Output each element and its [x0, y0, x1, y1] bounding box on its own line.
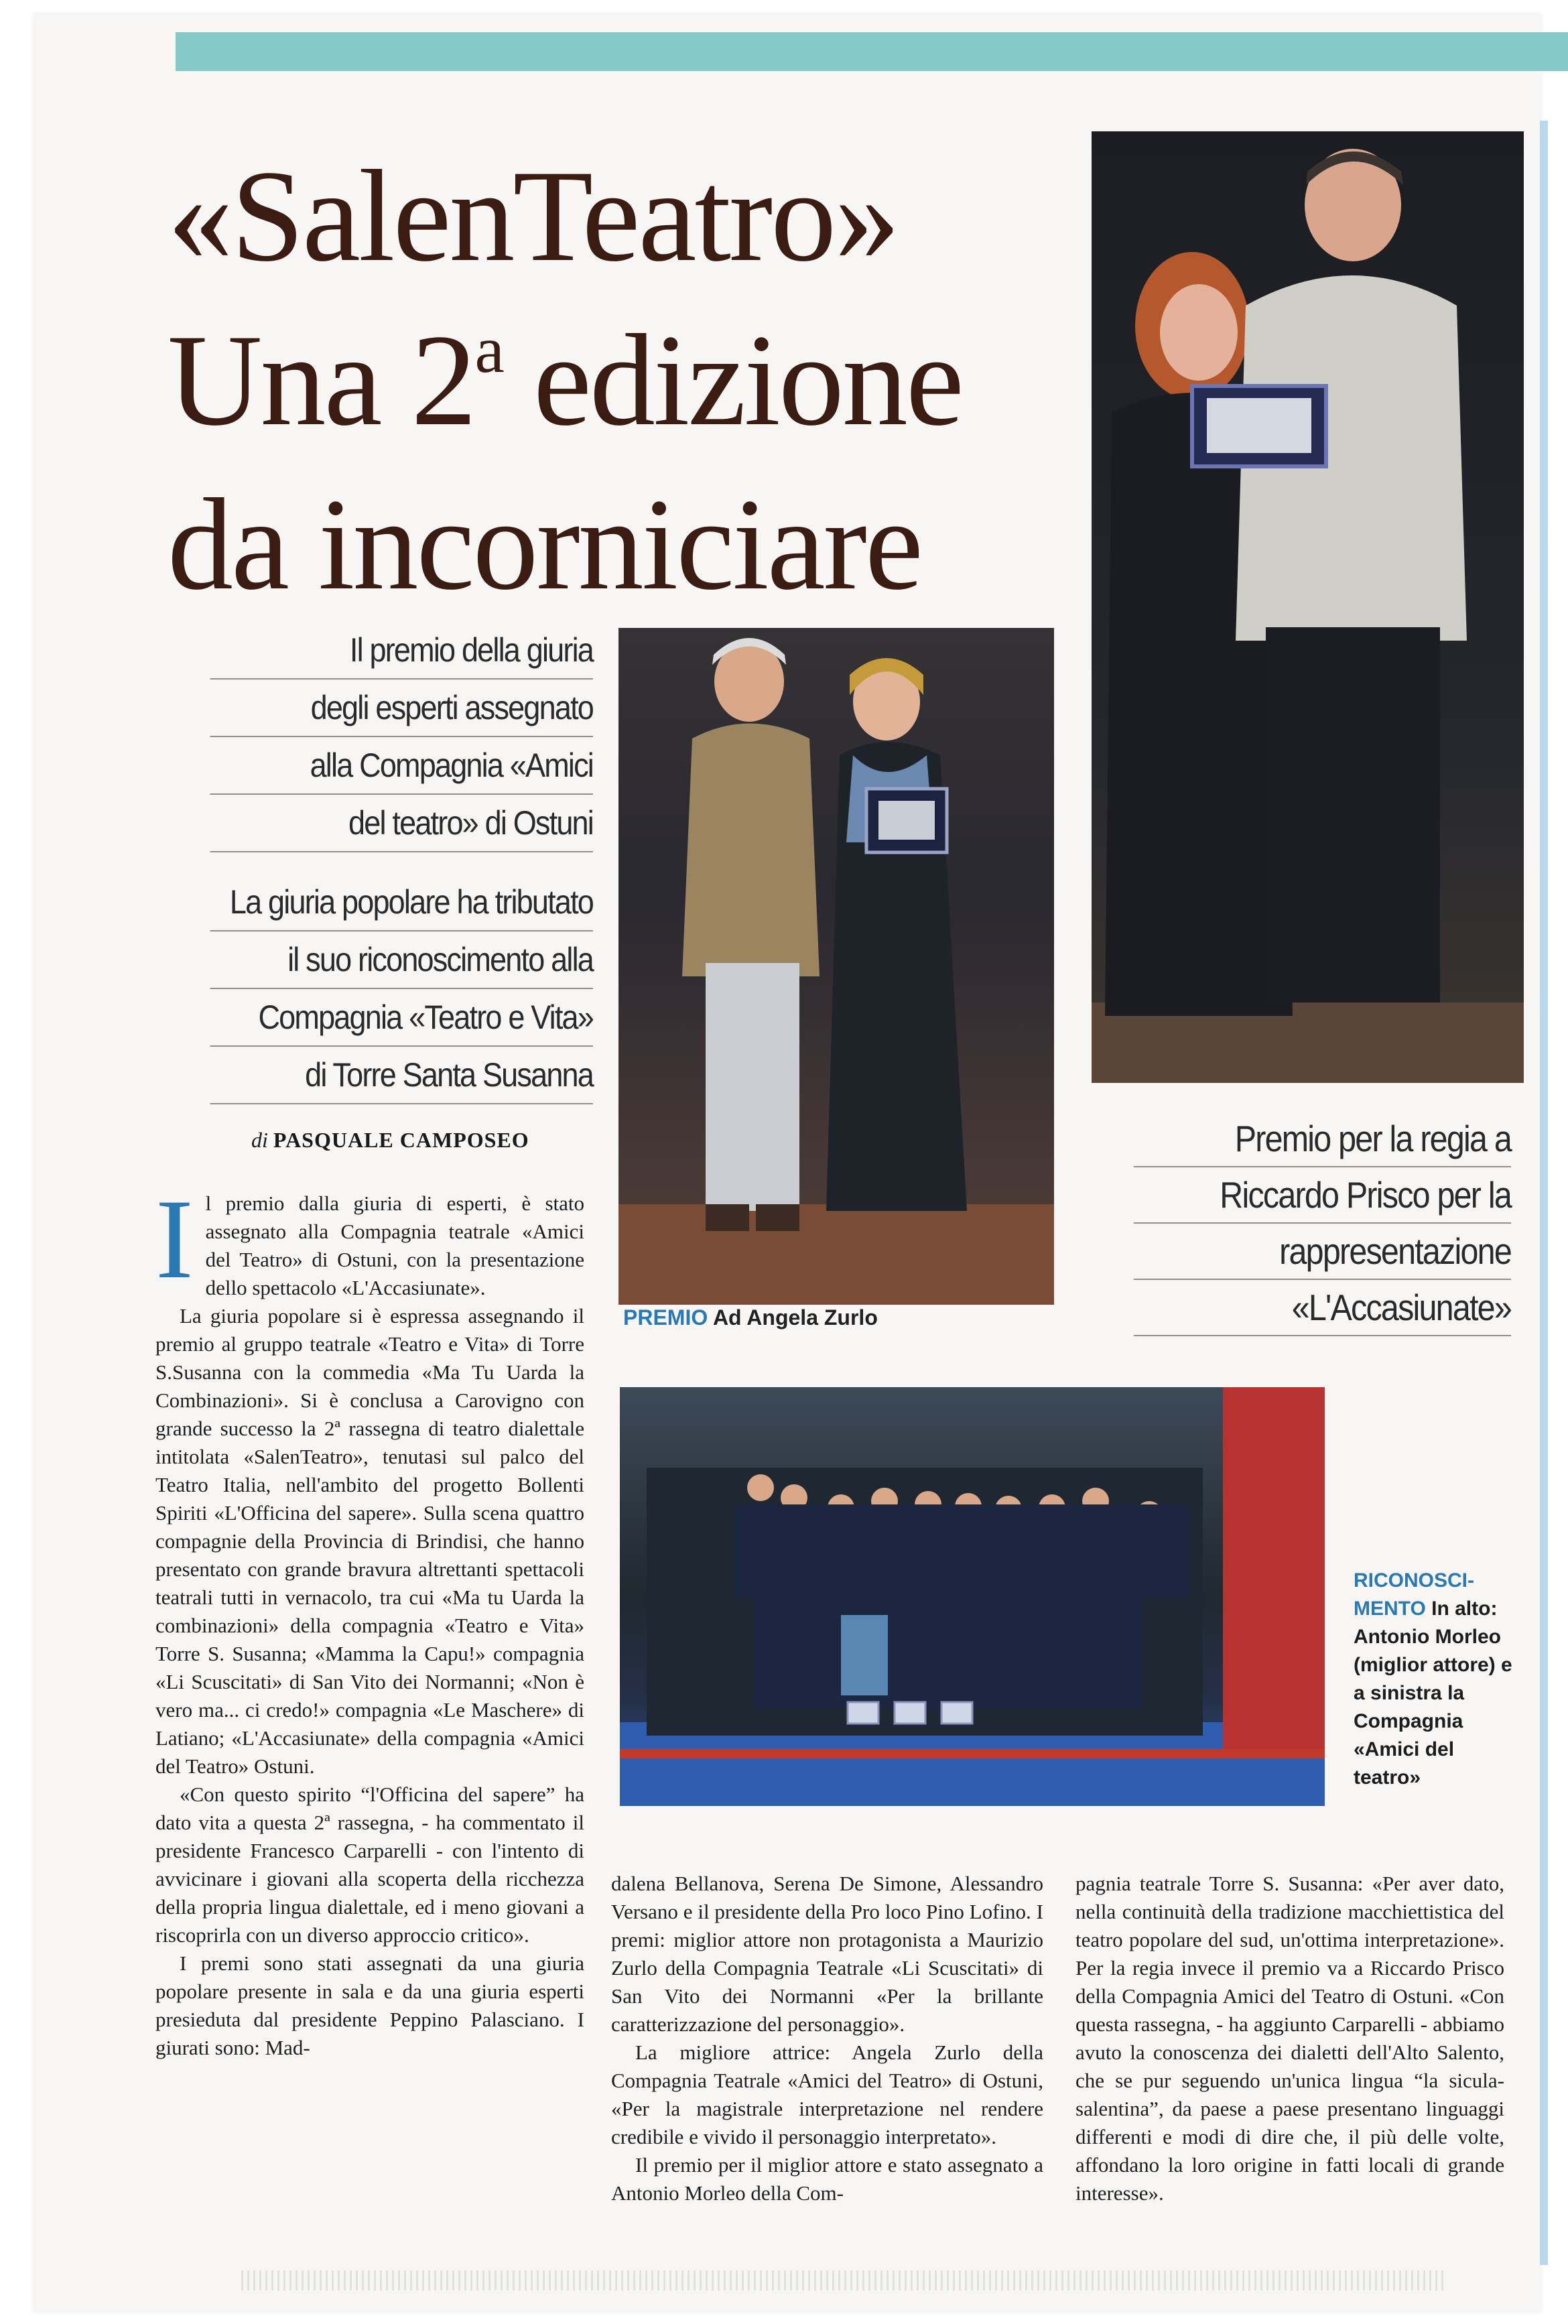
pullquote-line: Riccardo Prisco per la: [1134, 1167, 1511, 1224]
headline-line-3: da incorniciare: [168, 472, 921, 617]
subheadline-line: di Torre Santa Susanna: [210, 1047, 594, 1104]
subheadline-line: La giuria popolare ha tributato: [210, 874, 594, 931]
bottom-edge-marks: [241, 2270, 1447, 2290]
article-paragraph: La giuria popolare si è espressa assegnando il premio al gruppo teatrale «Teatro e Vita» di Torre S.Susanna con la commedia «Ma Tu Uarda la Combinazioni». Si è conclusa a Carovigno con grande successo la 2ª rassegna di teatro dialettale intitolata «SalenTeatro», tenutasi sul palco del Teatro Italia, nell'ambito del progetto Bollenti Spiriti «L'Officina del sapere». Sulla scena quattro compagnie della Provincia di Brindisi, che hanno presentato con grande bravura altrettanti spettacoli teatrali tutti in vernacolo, tra cui «Ma tu Uarda la combinazioni» della compagnia «Teatro e Vita» Torre S. Susanna; «Mamma la Capu!» compagnia «Li Scuscitati» di San Vito dei Normanni; «Non è vero ma... ci credo!» compagnia «Le Maschere» di Latiano; «L'Accasiunate» della compagnia «Amici del Teatro» Ostuni.: [155, 1304, 584, 1778]
caption-text: Ad Angela Zurlo: [708, 1305, 878, 1330]
subheadline-line: degli esperti assegnato: [210, 680, 594, 737]
article-paragraph: dalena Bellanova, Serena De Simone, Alessandro Versano e il presidente della Pro loco Pino Lofino. I premi: miglior attore non protagonista a Maurizio Zurlo della Compagnia Teatrale «Li Scuscitati» di San Vito dei Normanni «Per la brillante caratterizzazione del personaggio».: [611, 1872, 1043, 2036]
caption-tag: PREMIO: [623, 1305, 708, 1330]
photo-caption-premio: [623, 1305, 878, 1330]
article-column-3: [1075, 1870, 1504, 2207]
pullquote-line: rappresentazione: [1134, 1224, 1511, 1280]
headline-line-1: «SalenTeatro»: [168, 143, 899, 289]
photo-illustration: [1092, 131, 1524, 1083]
headline-line-2: Una 2$^a$ edizione: [168, 308, 962, 453]
photo-caption-riconoscimento: [1354, 1567, 1514, 1792]
article-column-2: [611, 1870, 1043, 2207]
article-headline: [168, 134, 1039, 627]
regia-pullquote: [1082, 1111, 1511, 1336]
pullquote-line: «L'Accasiunate»: [1134, 1280, 1511, 1336]
photo-illustration: [620, 1387, 1325, 1806]
top-color-band: [176, 32, 1568, 71]
article-paragraph: l premio dalla giuria di esperti, è stato assegnato alla Compagnia teatrale «Amici del Teatro» di Ostuni, con la presentazione dello spettacolo «L'Accasiunate».: [205, 1191, 584, 1299]
subheadline-line: Compagnia «Teatro e Vita»: [210, 989, 594, 1047]
photo-illustration: [618, 628, 1054, 1305]
pullquote-line: Premio per la regia a: [1134, 1111, 1511, 1167]
subheadline-line: alla Compagnia «Amici: [210, 737, 594, 795]
drop-cap: I: [155, 1176, 194, 1302]
author-byline: [251, 1128, 529, 1153]
subheadline-line: Il premio della giuria: [210, 622, 594, 680]
article-paragraph: Il premio per il miglior attore e stato assegnato a Antonio Morleo della Com-: [611, 2153, 1043, 2205]
subheadline-line: del teatro» di Ostuni: [210, 795, 594, 852]
caption-tag: RICONOSCI-MENTO: [1354, 1569, 1474, 1620]
byline-prefix: di: [251, 1128, 268, 1152]
subheadline-line: il suo riconoscimento alla: [210, 931, 594, 989]
article-paragraph: pagnia teatrale Torre S. Susanna: «Per aver dato, nella continuità della tradizione macchiettistica del teatro popolare del sud, un'ottima interpretazione». Per la regia invece il premio va a Riccardo Prisco della Compagnia Amici del Teatro di Ostuni. «Con questa rassegna, - ha aggiunto Carparelli - abbiamo avuto la conoscenza dei dialetti dell'Alto Salento, che se pur seguendo un'unica lingua “la sicula-salentina”, da paese a paese presentano linguaggi differenti e modi di dire che, il più delle volte, affondano la loro origine in fatti locali di grande interesse».: [1075, 1872, 1504, 2205]
caption-text: In alto: Antonio Morleo (miglior attore) e a sinistra la Compagnia «Amici del teatro»: [1354, 1598, 1512, 1789]
photo-angela-zurlo-award: [618, 628, 1054, 1305]
byline-author: PASQUALE CAMPOSEO: [273, 1128, 529, 1152]
right-edge-strip: [1540, 121, 1548, 2265]
article-column-1: [155, 1176, 584, 2062]
photo-group-amici-del-teatro: [620, 1387, 1325, 1806]
photo-riccardo-prisco-award: [1092, 131, 1524, 1083]
subheadline-1: [168, 622, 593, 852]
ordinal-superscript: a: [474, 312, 503, 387]
article-paragraph: «Con questo spirito “l'Officina del sapere” ha dato vita a questa 2ª rassegna, - ha commentato il presidente Francesco Carparelli - con l'intento di avvicinare i giovani alla scoperta della ricchezza della propria lingua dialettale, ed i meno giovani a riscoprirla con un diverso approccio critico».: [155, 1783, 584, 1947]
article-paragraph: La migliore attrice: Angela Zurlo della Compagnia Teatrale «Amici del Teatro» di Ostuni, «Per la magistrale interpretazione nel rendere credibile e vivido il personaggio interpretato».: [611, 2041, 1043, 2148]
article-paragraph: I premi sono stati assegnati da una giuria popolare presente in sala e da una giuria esperti presieduta dal presidente Peppino Palasciano. I giurati sono: Mad-: [155, 1951, 584, 2059]
subheadline-2: [168, 874, 593, 1104]
